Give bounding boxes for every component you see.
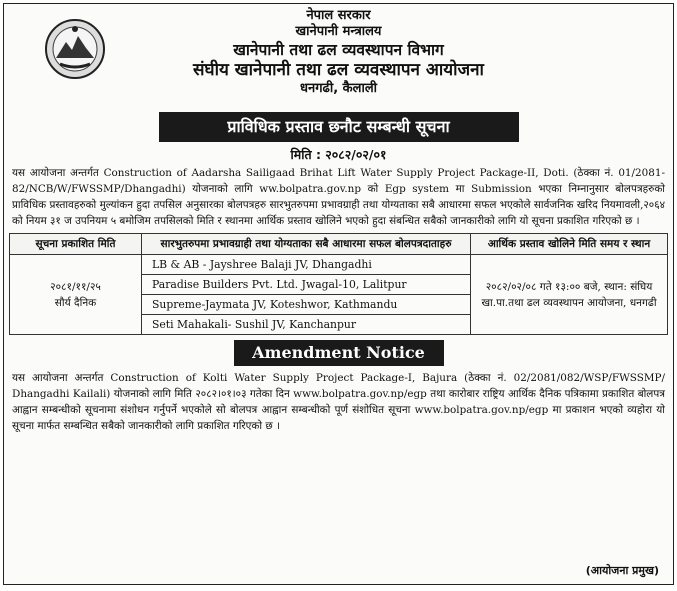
notice-title-banner: प्राविधिक प्रस्ताव छनौट सम्बन्धी सूचना — [159, 112, 519, 142]
table-header-row — [10, 234, 668, 255]
header-line-ministry: खानेपानी मन्त्रालय — [295, 24, 382, 40]
published-date: २०८१/११/२५ — [50, 280, 101, 293]
amendment-title-banner: Amendment Notice — [234, 340, 444, 366]
header-line-department: खानेपानी तथा ढल व्यवस्थापन विभाग — [233, 40, 444, 59]
header-line-government: नेपाल सरकार — [306, 8, 371, 23]
published-cell — [10, 255, 142, 335]
bidder-item: LB & AB - Jayshree Balaji JV, Dhangadhi — [142, 255, 470, 275]
bidders-table — [9, 233, 668, 335]
published-paper: सौर्य दैनिक — [54, 296, 97, 309]
notice-paragraph: यस आयोजना अन्तर्गत Construction of Aadarsha Sailigaad Brihat Lift Water Supply Project Package-II, Doti. (ठेक्का नं. 01/2081-82/NCB/W/FWSSMP/Dhangadhi) योजनाको लागि ww.bolpatra.gov.np को Egp system मा Submission भएका निम्नानुसार बोलपत्रहरुको प्राविधिक प्रस्तावहरुको मुल्यांकन हुदा तपसिल अनुसारका बोलपत्रहरु सारभुतरुपमा प्रभावग्राही तथा योग्यताका सबै आधारमा सफल भएकोले सार्वजनिक खरिद नियमावली,२०६४ को नियम ३१ ज उपनियम ५ बमोजिम तपसिलको मिति र स्थानमा आर्थिक प्रस्ताव खोलिने भएको हुदा संबन्धित सबैको जानकारीको लागि यो सूचना प्रकाशित गरिएको छ । — [12, 167, 665, 227]
table-row — [10, 255, 668, 335]
opening-cell — [471, 255, 668, 335]
amendment-paragraph: यस आयोजना अन्तर्गत Construction of Kolti Water Supply Project Package-I, Bajura (ठेक्का नं. 02/2081/082/WSP/FWSSMP/ Dhangadhi Kailali) योजनाको लागि मिति २०८२।०१।०३ गतेका दिन www.bolpatra.gov.np/egp तथा कारोबार राष्ट्रिय आर्थिक दैनिक पत्रिकामा प्रकाशित बोलपत्र आह्वान सम्बन्धीको सूचनामा संशोधन गर्नुपर्ने भएकोले सो बोलपत्र आह्वान सम्बन्धीको पूर्ण संशोधित सूचना www.bolpatra.gov.np/egp मा प्रकाशन भएको व्यहोरा यो सूचना मार्फत सम्बन्धित सबैको जानकारीको लागि प्रकाशित गरिएको छ । — [12, 372, 665, 432]
opening-text: २०८२/०२/०८ गते १३:०० बजे, स्थान: संघिय खा.पा.तथा ढल व्यवस्थापन आयोजना, धनगढी — [481, 280, 657, 309]
header-published-date: सूचना प्रकाशित मिति — [10, 234, 142, 255]
bidder-item: Seti Mahakali- Sushil JV, Kanchanpur — [152, 318, 357, 331]
bidders-cell — [142, 255, 471, 335]
header — [4, 4, 673, 112]
bidder-item: Paradise Builders Pvt. Ltd. Jwagal-10, Lalitpur — [142, 275, 470, 295]
header-opening: आर्थिक प्रस्ताव खोलिने मिति समय र स्थान — [471, 234, 668, 255]
notice-page — [3, 3, 674, 585]
header-bidders: सारभुतरुपमा प्रभावग्राही तथा योग्यताका सबै आधारमा सफल बोलपत्रदाताहरु — [142, 234, 471, 255]
bidder-item: Supreme-Jaymata JV, Koteshwor, Kathmandu — [142, 295, 470, 315]
header-line-location: धनगढी, कैलाली — [299, 81, 378, 97]
government-emblem-icon — [44, 18, 106, 80]
header-line-project: संघीय खानेपानी तथा ढल व्यवस्थापन आयोजना — [193, 59, 484, 80]
signature-label: (आयोजना प्रमुख) — [585, 564, 659, 577]
notice-date: मिति : २०८२/०२/०१ — [290, 147, 387, 162]
